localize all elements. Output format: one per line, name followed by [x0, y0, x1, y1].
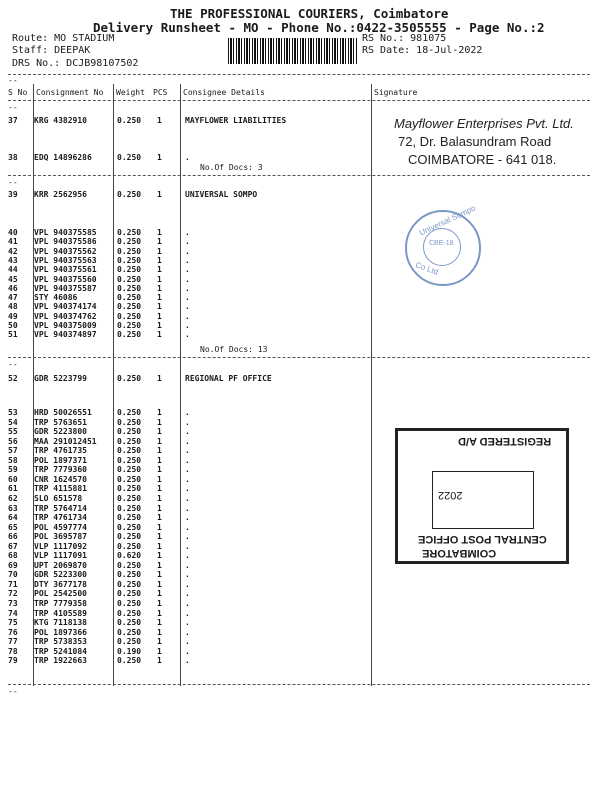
docs-count: No.Of Docs: 13 — [200, 345, 268, 354]
divider — [8, 175, 590, 176]
consignee-name: REGIONAL PF OFFICE — [185, 374, 272, 383]
divider — [8, 684, 590, 685]
rs-date: RS Date: 18-Jul-2022 — [362, 45, 483, 56]
company-title: THE PROFESSIONAL COURIERS, Coimbatore — [170, 6, 449, 21]
dash-marker: -- — [8, 687, 18, 696]
route-label: Route: MO STADIUM — [12, 33, 115, 44]
post-office-stamp: REGISTERED A/D 2022 CENTRAL POST OFFICE COIMBATORE — [395, 428, 569, 564]
col-consignment: Consignment No — [36, 88, 104, 97]
col-consignee: Consignee Details — [183, 88, 265, 97]
divider — [8, 100, 590, 101]
barcode — [228, 38, 358, 64]
divider — [8, 357, 590, 358]
dash-marker: -- — [8, 178, 18, 187]
staff-label: Staff: DEEPAK — [12, 45, 91, 56]
drs-number: DRS No.: DCJB98107502 — [12, 58, 139, 69]
rs-number: RS No.: 981075 — [362, 33, 447, 44]
seal-stamp: Universal Sompo CBE-18 Co Ltd — [405, 210, 481, 286]
col-signature: Signature — [374, 88, 418, 97]
dash-marker: -- — [8, 360, 18, 369]
col-pcs: PCS — [153, 88, 168, 97]
dash-marker: -- — [8, 76, 18, 85]
consignee-name: UNIVERSAL SOMPO — [185, 190, 258, 199]
docs-count: No.Of Docs: 3 — [200, 163, 263, 172]
divider — [8, 74, 590, 75]
consignee-name: MAYFLOWER LIABILITIES — [185, 116, 287, 125]
dash-marker: -- — [8, 103, 18, 112]
runsheet-subtitle: Delivery Runsheet - MO - Phone No.:0422-3505555 - Page No.:2 — [93, 20, 545, 35]
company-stamp: Mayflower Enterprises Pvt. Ltd. 72, Dr. Balasundram Road COIMBATORE - 641 018. — [394, 116, 574, 167]
col-sno: S No — [8, 88, 28, 97]
col-weight: Weight — [116, 88, 145, 97]
